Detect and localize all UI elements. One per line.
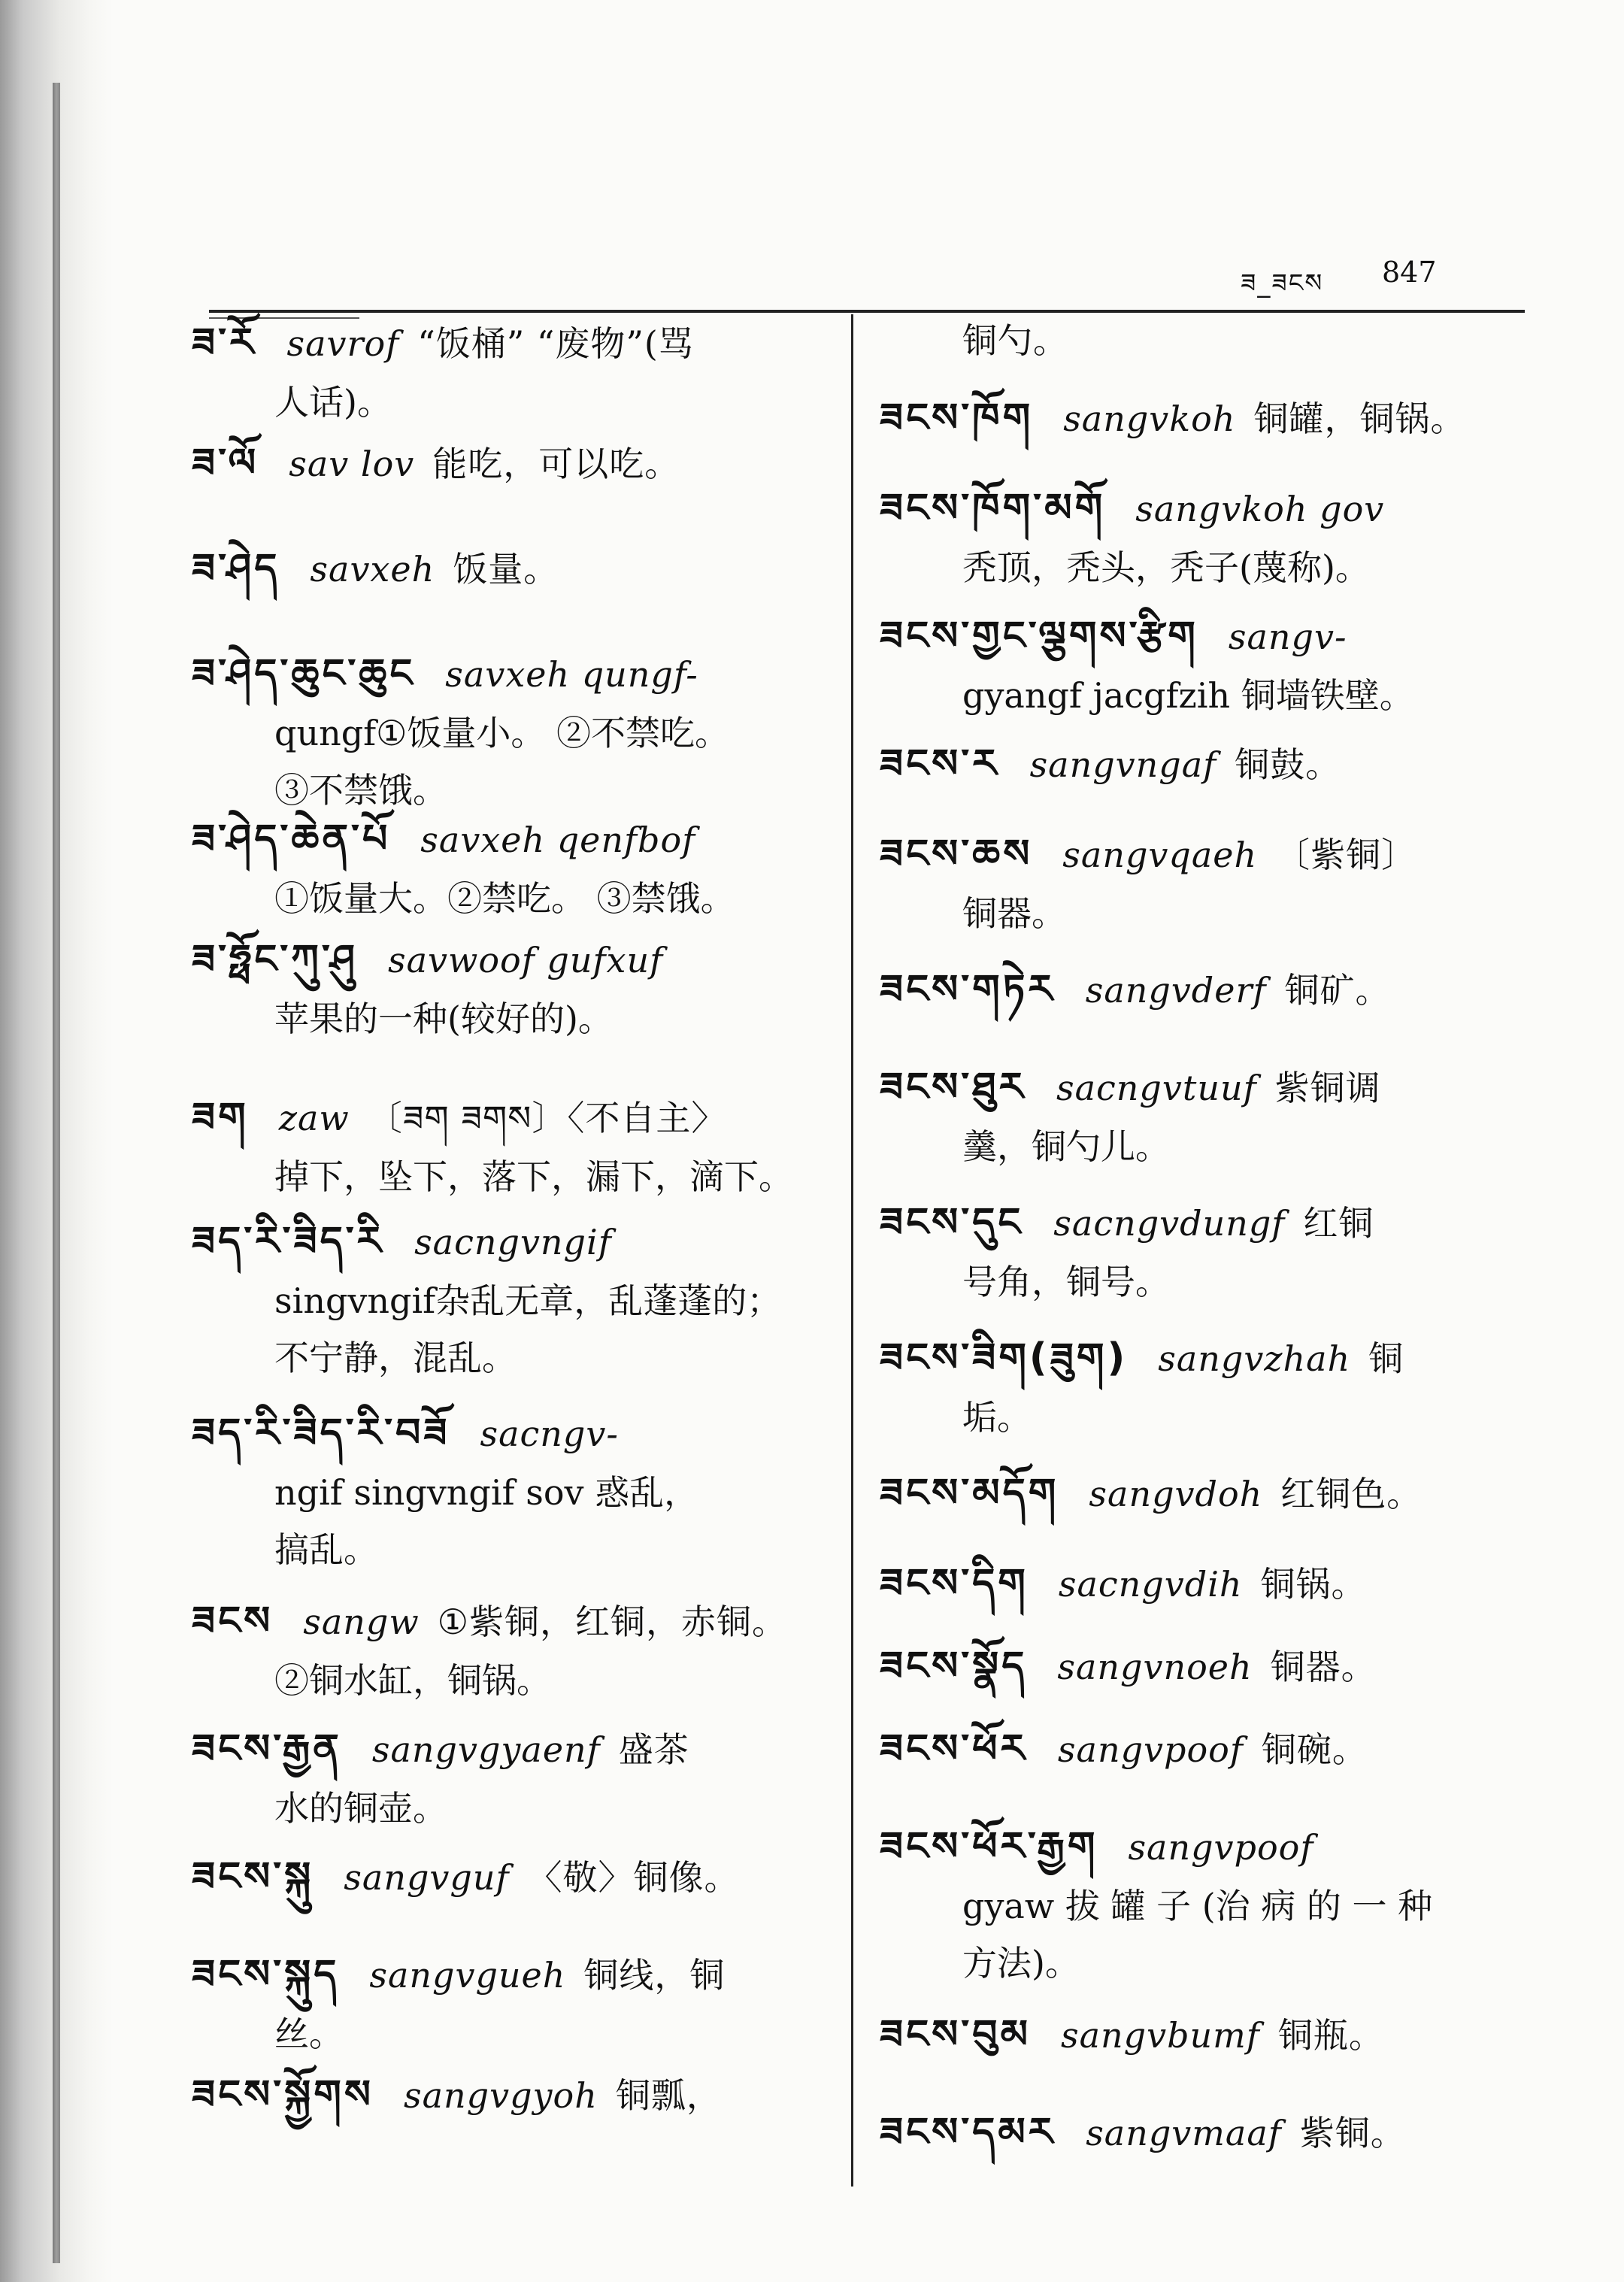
entry-headline [192, 2072, 827, 2117]
entry-headline [192, 1095, 827, 1140]
tibetan-headword: ཟ་ཤེད་ཆེན་པོ [192, 817, 391, 862]
entry-headline [880, 832, 1526, 877]
entry-headline [192, 546, 827, 591]
tibetan-headword: ཟད་རི་ཟིད་རི་བཟོ [192, 1411, 450, 1456]
entry-headline [880, 1561, 1526, 1606]
entry-headline [192, 1411, 827, 1456]
dictionary-entry [192, 546, 827, 591]
entry-headline [880, 1065, 1526, 1110]
definition: ①紫铜，红铜，赤铜。 [437, 1602, 787, 1642]
header-rule-short [209, 317, 359, 319]
romanization: sangvgyoh [403, 2075, 598, 2116]
dictionary-entry [880, 486, 1526, 588]
definition-continuation: qungf①饭量小。 ②不禁吃。 [274, 713, 730, 753]
dictionary-entry [880, 320, 1526, 361]
entry-headline [880, 395, 1526, 441]
dictionary-entry [880, 1561, 1526, 1606]
dictionary-entry [880, 2012, 1526, 2057]
romanization: sangvkoh gov [1135, 489, 1385, 529]
definition: 铜罐，铜锅。 [1253, 399, 1466, 439]
definition: 紫铜调 [1274, 1068, 1381, 1108]
romanization: sav lov [289, 444, 415, 484]
romanization: sacngvngif [414, 1222, 612, 1262]
dictionary-entry [880, 1065, 1526, 1167]
romanization: sacngv- [480, 1414, 619, 1454]
entry-headline [192, 1952, 827, 1997]
definition-continuation: singvngif杂乱无章，乱蓬蓬的； [274, 1280, 782, 1321]
tibetan-headword: ཟངས [192, 1599, 274, 1644]
tibetan-headword: ཟ་ཤེད [192, 546, 280, 591]
definition-continuation: 苹果的一种(较好的)。 [274, 999, 613, 1039]
running-head-tibetan: ཟ_ཟངས [1241, 268, 1324, 299]
column-divider [851, 314, 853, 2187]
entry-headline [880, 1644, 1526, 1689]
definition-continuation: 羹，铜勺儿。 [962, 1126, 1170, 1167]
dictionary-entry [192, 937, 827, 1039]
definition: 铜鼓。 [1235, 744, 1341, 785]
entry-headline [880, 1824, 1526, 1869]
definition-continuation: 号角，铜号。 [962, 1262, 1170, 1302]
binding-edge [53, 83, 60, 2263]
entry-headline [192, 441, 827, 486]
definition: 饭量。 [453, 549, 559, 589]
romanization: sacngvdungf [1053, 1203, 1286, 1244]
romanization: sangvgueh [369, 1955, 566, 1996]
entry-headline [192, 320, 827, 365]
dictionary-entry [192, 1854, 827, 1899]
entry-headline [880, 2012, 1526, 2057]
dictionary-entry [192, 441, 827, 486]
romanization: sangvqaeh [1062, 835, 1258, 875]
romanization: savrof [286, 323, 400, 364]
definition-continuation: ③不禁饿。 [274, 770, 447, 811]
tibetan-headword: ཟངས་སྐུད [192, 1952, 340, 1997]
dictionary-entry [880, 1471, 1526, 1516]
tibetan-headword: ཟད་རི་ཟིད་རི [192, 1219, 385, 1264]
romanization: sangvpoof [1128, 1827, 1314, 1868]
romanization: savxeh qenfbof [420, 820, 696, 860]
dictionary-entry [880, 741, 1526, 786]
definition-continuation: ②铜水缸，铜锅。 [274, 1660, 551, 1701]
definition-continuation: ngif singvngif sov 惑乱， [274, 1472, 699, 1513]
definition: 铜矿。 [1284, 970, 1391, 1011]
definition: 铜碗。 [1261, 1729, 1368, 1770]
tibetan-headword: ཟངས་ཕོར [880, 1726, 1028, 1771]
tibetan-headword: ཟངས་སྣོད [880, 1644, 1028, 1689]
dictionary-entry [192, 320, 827, 423]
definition: 〔ཟག ཟགས〕〈不自主〉 [367, 1098, 727, 1138]
tibetan-headword: ཟ་ཧྥོང་ཀུ་ཤུ [192, 937, 358, 982]
tibetan-headword: ཟངས་ཁོག [880, 395, 1034, 441]
romanization: sacngvtuuf [1056, 1068, 1257, 1108]
page-number: 847 [1382, 256, 1437, 289]
tibetan-headword: ཟངས་ཟིག(ཟུག) [880, 1335, 1129, 1380]
header-rule [209, 310, 1525, 313]
dictionary-entry [880, 2110, 1526, 2155]
tibetan-headword: ཟངས་གཏེར [880, 967, 1056, 1012]
dictionary-entry [192, 1952, 827, 2054]
dictionary-entry [880, 832, 1526, 934]
tibetan-headword: ཟག [192, 1095, 249, 1140]
dictionary-entry [880, 614, 1526, 716]
dictionary-entry [192, 651, 827, 811]
tibetan-headword: ཟངས་ར [880, 741, 1000, 786]
romanization: sangv- [1228, 617, 1347, 657]
dictionary-entry [880, 1644, 1526, 1689]
definition-continuation: ①饭量大。②禁吃。 ③禁饿。 [274, 878, 735, 919]
entry-headline [880, 967, 1526, 1012]
definition: 铜勺。 [962, 320, 1068, 361]
dictionary-entry [192, 2072, 827, 2117]
dictionary-entry [192, 1411, 827, 1570]
definition-continuation: 不宁静，混乱。 [274, 1338, 517, 1378]
tibetan-headword: ཟངས་དམར [880, 2110, 1056, 2155]
definition-continuation: 秃顶，秃头，秃子(蔑称)。 [962, 547, 1370, 588]
tibetan-headword: ཟངས་སྐུ [192, 1854, 314, 1899]
definition-continuation: 水的铜壶。 [274, 1788, 447, 1829]
dictionary-entry [880, 395, 1526, 441]
entry-headline [880, 741, 1526, 786]
definition: 红铜色。 [1280, 1474, 1423, 1514]
entry-headline [192, 1599, 827, 1644]
tibetan-headword: ཟངས་སྐྱོགས [192, 2072, 374, 2117]
definition: 盛茶 [618, 1729, 689, 1770]
entry-headline [192, 937, 827, 982]
dictionary-entry [880, 1824, 1526, 1983]
definition-continuation: 掉下，坠下，落下，漏下，滴下。 [274, 1156, 793, 1197]
tibetan-headword: ཟ་རོ [192, 320, 257, 365]
tibetan-headword: ཟངས་ཐུར [880, 1065, 1026, 1110]
definition: 铜器。 [1270, 1647, 1377, 1687]
tibetan-headword: ཟངས་མདོག [880, 1471, 1059, 1516]
tibetan-headword: ཟངས་བུམ [880, 2012, 1032, 2057]
entry-headline [192, 817, 827, 862]
romanization: sangvderf [1085, 970, 1267, 1011]
romanization: savxeh [310, 549, 435, 589]
tibetan-headword: ཟ་ལོ [192, 441, 259, 486]
romanization: zaw [278, 1098, 350, 1138]
definition: 〈敬〉铜像。 [527, 1857, 740, 1898]
entry-headline [880, 1471, 1526, 1516]
romanization: savxeh qungf- [445, 654, 698, 695]
entry-headline [880, 1335, 1526, 1380]
dictionary-entry [192, 1095, 827, 1197]
definition: 能吃，可以吃。 [432, 444, 680, 484]
definition: “饭桶” “废物”(骂 [417, 323, 694, 364]
dictionary-entry [880, 967, 1526, 1012]
entry-headline [192, 1854, 827, 1899]
entry-headline [880, 1200, 1526, 1245]
entry-headline [880, 1726, 1526, 1771]
romanization: sangvnoeh [1057, 1647, 1253, 1687]
dictionary-entry [192, 1599, 827, 1701]
entry-headline [880, 2110, 1526, 2155]
definition-continuation: 铜器。 [962, 893, 1066, 934]
tibetan-headword: ཟངས་ཕོར་རྒྱག [880, 1824, 1098, 1869]
definition-continuation: 搞乱。 [274, 1529, 378, 1570]
entry-headline [962, 320, 1526, 361]
tibetan-headword: ཟངས་དུང [880, 1200, 1024, 1245]
tibetan-headword: ཟངས་ཆས [880, 832, 1033, 877]
definition-continuation: gyangf jacgfzih 铜墙铁壁。 [962, 675, 1414, 716]
entry-headline [192, 1219, 827, 1264]
romanization: sangvgyaenf [371, 1729, 601, 1770]
romanization: sangvkoh [1063, 399, 1236, 439]
dictionary-entry [880, 1335, 1526, 1438]
tibetan-headword: ཟངས་རྒྱན [192, 1726, 342, 1771]
definition: 铜瓢， [615, 2075, 722, 2116]
definition: 红铜 [1303, 1203, 1374, 1244]
definition: 〔紫铜〕 [1275, 835, 1417, 875]
romanization: sacngvdih [1058, 1564, 1243, 1605]
dictionary-entry [880, 1200, 1526, 1302]
romanization: sangvbumf [1061, 2015, 1260, 2056]
tibetan-headword: ཟ་ཤེད་ཆུང་ཆུང [192, 651, 416, 696]
romanization: sangw [303, 1602, 420, 1642]
definition: 铜线，铜 [583, 1955, 726, 1996]
entry-headline [192, 1726, 827, 1771]
dictionary-entry [880, 1726, 1526, 1771]
romanization: sangvdoh [1089, 1474, 1263, 1514]
romanization: sangvzhah [1158, 1338, 1351, 1379]
dictionary-entry [192, 817, 827, 919]
romanization: savwoof gufxuf [387, 940, 664, 980]
definition-continuation: 垢。 [962, 1397, 1032, 1438]
entry-headline [880, 486, 1526, 531]
dictionary-entry [192, 1219, 827, 1378]
definition: 铜锅。 [1260, 1564, 1367, 1605]
tibetan-headword: ཟངས་དིག [880, 1561, 1029, 1606]
romanization: sangvguf [344, 1857, 510, 1898]
definition: 铜 [1368, 1338, 1404, 1379]
definition-continuation: 丝。 [274, 2014, 344, 2054]
romanization: sangvpoof [1057, 1729, 1244, 1770]
definition-continuation: gyaw 拔 罐 子 (治 病 的 一 种 [962, 1886, 1433, 1926]
romanization: sangvngaf [1029, 744, 1217, 785]
tibetan-headword: ཟངས་ཁོག་མགོ [880, 486, 1106, 531]
definition-continuation: 方法)。 [962, 1943, 1080, 1983]
entry-headline [192, 651, 827, 696]
tibetan-headword: ཟངས་གྱང་ལྕགས་རྩིག [880, 614, 1198, 659]
romanization: sangvmaaf [1086, 2113, 1282, 2153]
entry-headline [880, 614, 1526, 659]
dictionary-entry [192, 1726, 827, 1829]
definition: 紫铜。 [1299, 2113, 1406, 2153]
definition-continuation: 人话)。 [274, 382, 392, 423]
definition: 铜瓶。 [1277, 2015, 1384, 2056]
